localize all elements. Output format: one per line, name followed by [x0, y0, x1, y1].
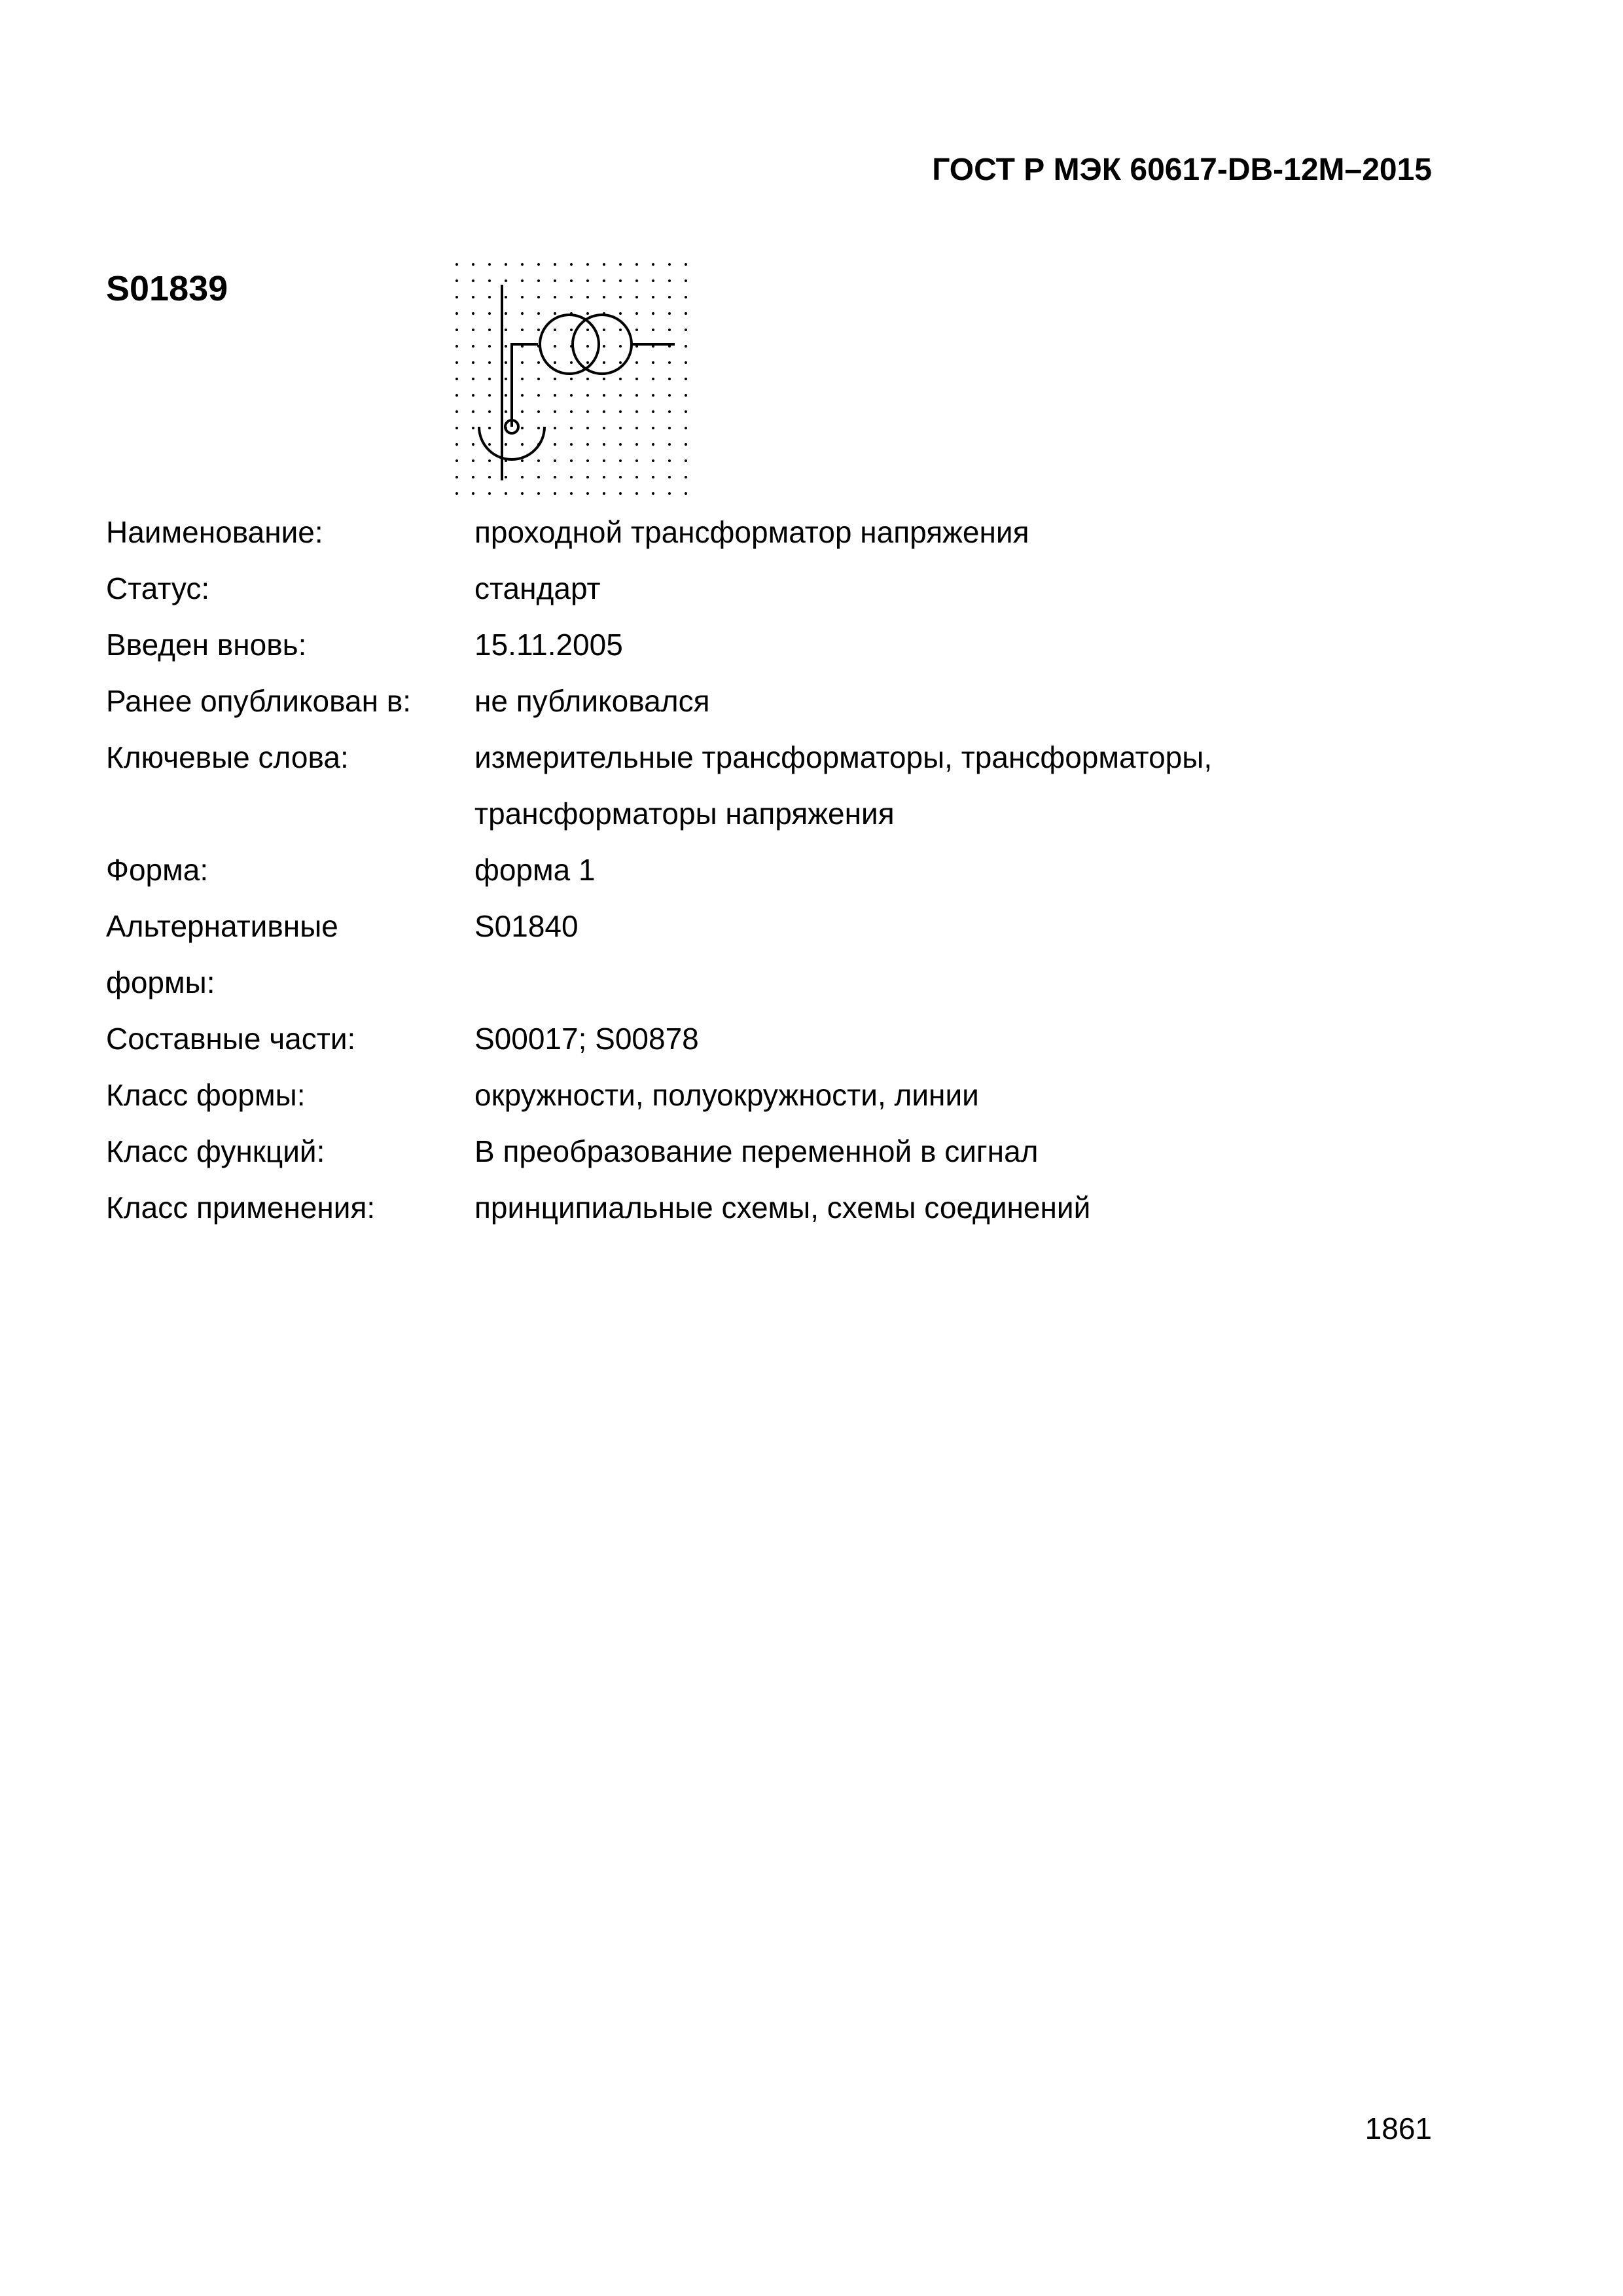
property-row — [106, 1011, 1480, 1067]
symbol-strokes — [479, 285, 675, 480]
property-row — [106, 1179, 1480, 1236]
bushing-voltage-transformer-symbol-icon — [454, 262, 703, 501]
property-row — [106, 673, 1480, 729]
property-value: В преобразование переменной в сигнал — [474, 1134, 1039, 1168]
property-value: стандарт — [474, 571, 601, 605]
property-label: Введен вновь: — [106, 628, 307, 662]
standard-header: ГОСТ Р МЭК 60617-DB-12М–2015 — [932, 152, 1432, 187]
property-label: Альтернативные — [106, 909, 338, 943]
property-label: формы: — [106, 965, 215, 999]
property-value: проходной трансформатор напряжения — [474, 515, 1029, 549]
property-value: не публиковался — [474, 684, 710, 718]
property-row — [106, 1123, 1480, 1179]
page-number: 1861 — [1364, 2111, 1432, 2145]
property-label: Ключевые слова: — [106, 740, 349, 774]
properties-table — [106, 504, 1480, 1236]
property-value: трансформаторы напряжения — [474, 797, 895, 831]
property-row — [106, 954, 1480, 1011]
property-row — [106, 504, 1480, 560]
property-value — [474, 954, 1480, 1011]
property-label: Наименование: — [106, 515, 323, 549]
symbol-id: S01839 — [106, 269, 228, 308]
property-row — [106, 842, 1480, 898]
property-label: Форма: — [106, 853, 209, 887]
property-value: принципиальные схемы, схемы соединений — [474, 1191, 1091, 1225]
property-value: S01840 — [474, 909, 579, 943]
property-label: Статус: — [106, 571, 210, 605]
property-value: окружности, полуокружности, линии — [474, 1078, 979, 1112]
property-row — [106, 617, 1480, 673]
property-row-continuation — [106, 785, 1480, 842]
property-row — [106, 729, 1480, 785]
property-label: Составные части: — [106, 1022, 356, 1056]
property-value: S00017; S00878 — [474, 1022, 699, 1056]
property-label-empty — [106, 785, 474, 842]
property-row — [106, 898, 1480, 954]
property-label: Класс функций: — [106, 1134, 325, 1168]
property-row — [106, 560, 1480, 617]
property-value: измерительные трансформаторы, трансформаторы, — [474, 740, 1213, 774]
property-label: Класс формы: — [106, 1078, 306, 1112]
property-value: 15.11.2005 — [474, 628, 623, 662]
property-label: Ранее опубликован в: — [106, 684, 412, 718]
grid-dots — [455, 263, 687, 495]
property-label: Класс применения: — [106, 1191, 376, 1225]
property-row — [106, 1067, 1480, 1123]
property-value: форма 1 — [474, 853, 596, 887]
